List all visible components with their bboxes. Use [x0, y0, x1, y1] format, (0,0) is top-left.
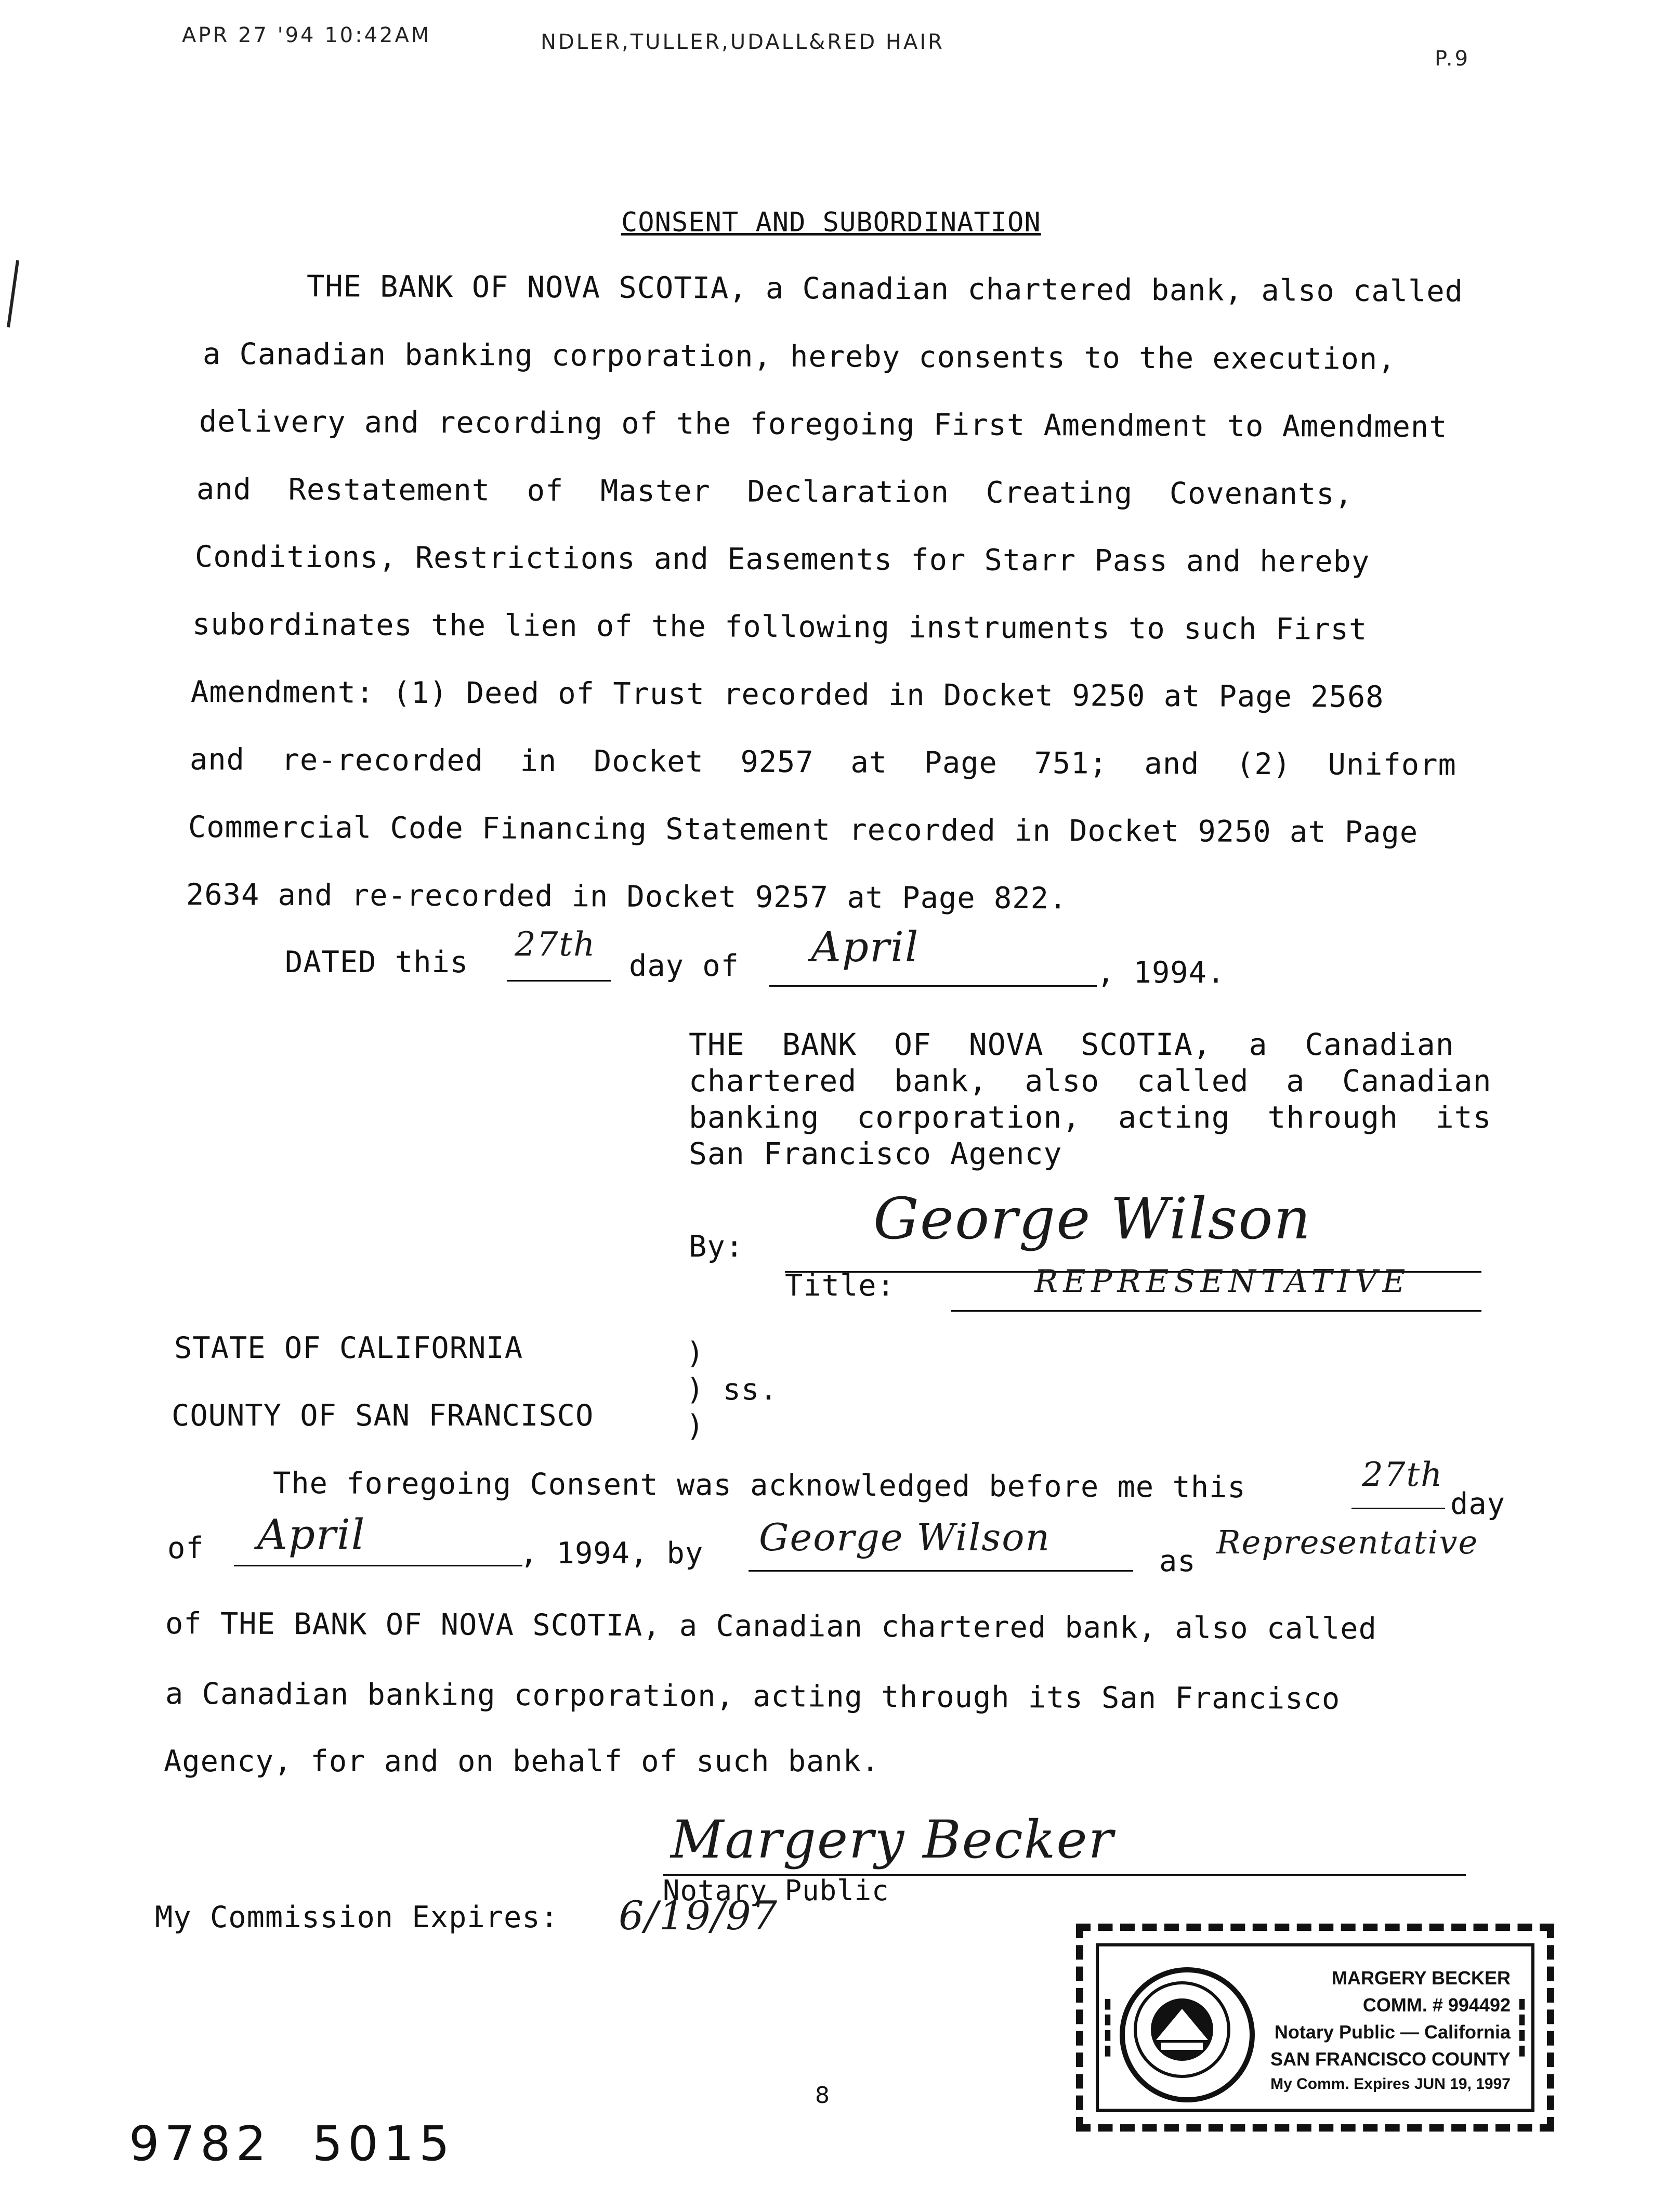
signatory-line-1: THE BANK OF NOVA SCOTIA, a Canadian [689, 1027, 1454, 1062]
margin-mark [7, 260, 19, 328]
dated-prefix: DATED this [285, 945, 469, 979]
ack-role-handwritten: Representative [1216, 1523, 1479, 1561]
stamp-line-5: My Comm. Expires JUN 19, 1997 [1270, 2075, 1511, 2093]
stamp-side-code-left: ▮▮▮▮ [1100, 1996, 1116, 2058]
body-line-3: delivery and recording of the foregoing First Amendment to Amendment [199, 404, 1448, 445]
ack-day-underline [1351, 1508, 1445, 1509]
body-line-8: and re-recorded in Docket 9257 at Page 751; and (2) Uniform [189, 742, 1456, 782]
venue-county: COUNTY OF SAN FRANCISCO [172, 1398, 594, 1433]
ack-line1-prefix: The foregoing Consent was acknowledged before me this [272, 1466, 1246, 1505]
signatory-line-2: chartered bank, also called a Canadian [689, 1063, 1492, 1099]
body-line-7: Amendment: (1) Deed of Trust recorded in Docket 9250 at Page 2568 [190, 675, 1384, 715]
body-line-10: 2634 and re-recorded in Docket 9257 at Page 822. [186, 878, 1068, 916]
body-line-2: a Canadian banking corporation, hereby consents to the execution, [202, 337, 1396, 377]
stamp-line-1: MARGERY BECKER [1331, 1967, 1511, 1989]
notary-label: Notary Public [663, 1874, 889, 1907]
fax-page-marker: P.9 [1435, 47, 1471, 71]
docket-reference: 9782 5015 [129, 2116, 455, 2172]
signatory-line-3: banking corporation, acting through its [689, 1100, 1492, 1135]
commission-label: My Commission Expires: [155, 1900, 559, 1934]
notary-stamp [1076, 1924, 1554, 2132]
stamp-line-3: Notary Public — California [1274, 2021, 1511, 2043]
ack-month-handwritten: April [257, 1510, 366, 1559]
fax-sender: NDLER,TULLER,UDALL&RED HAIR [541, 30, 944, 54]
body-line-9: Commercial Code Financing Statement recorded in Docket 9250 at Page [188, 810, 1419, 850]
document-title: CONSENT AND SUBORDINATION [621, 207, 1041, 238]
stamp-side-code-right: ▮▮▮▮ [1515, 1996, 1530, 2058]
signatory-line-4: San Francisco Agency [689, 1136, 1062, 1171]
dated-month-underline [769, 985, 1097, 987]
body-line-6: subordinates the lien of the following instruments to such First [192, 607, 1368, 647]
stamp-line-2: COMM. # 994492 [1362, 1994, 1511, 2016]
notary-stamp-border [1096, 1943, 1534, 2112]
ack-month-underline [234, 1565, 522, 1566]
body-line-4: and Restatement of Master Declaration Creating Covenants, [196, 472, 1354, 512]
title-label: Title: [785, 1269, 895, 1303]
ack-line3: of THE BANK OF NOVA SCOTIA, a Canadian chartered bank, also called [165, 1606, 1377, 1646]
ack-line1-suffix: day [1450, 1487, 1505, 1521]
ack-year-by: , 1994, by [520, 1536, 704, 1571]
notary-signature: Margery Becker [671, 1809, 1114, 1870]
ack-line5: Agency, for and on behalf of such bank. [164, 1744, 880, 1779]
dated-suffix: , 1994. [1097, 956, 1226, 990]
venue-state: STATE OF CALIFORNIA [174, 1331, 523, 1365]
dated-day-underline [507, 980, 611, 982]
stamp-line-4: SAN FRANCISCO COUNTY [1270, 2048, 1511, 2070]
ack-line4: a Canadian banking corporation, acting through its San Francisco [165, 1677, 1341, 1716]
body-line-1: THE BANK OF NOVA SCOTIA, a Canadian chartered bank, also called [306, 269, 1464, 309]
fax-timestamp: APR 27 '94 10:42AM [182, 23, 431, 47]
ack-as: as [1159, 1544, 1196, 1578]
commission-date-handwritten: 6/19/97 [619, 1892, 778, 1939]
venue-paren-ss: ) ss. [686, 1372, 778, 1407]
title-line [951, 1310, 1481, 1312]
ack-name-underline [749, 1570, 1133, 1572]
ack-of: of [167, 1531, 204, 1565]
ack-day-handwritten: 27th [1362, 1456, 1443, 1494]
title-handwritten: REPRESENTATIVE [1034, 1263, 1411, 1300]
dated-day-handwritten: 27th [515, 925, 596, 964]
state-seal-icon [1120, 1967, 1255, 2102]
dated-middle: day of [629, 949, 739, 983]
by-signature: George Wilson [873, 1185, 1312, 1252]
venue-paren-3: ) [686, 1409, 705, 1443]
page-number: 8 [815, 2082, 830, 2109]
dated-month-handwritten: April [811, 923, 920, 971]
ack-name-handwritten: George Wilson [759, 1515, 1051, 1559]
venue-paren-1: ) [686, 1336, 705, 1370]
body-line-5: Conditions, Restrictions and Easements for Starr Pass and hereby [194, 540, 1370, 579]
by-label: By: [689, 1230, 744, 1264]
